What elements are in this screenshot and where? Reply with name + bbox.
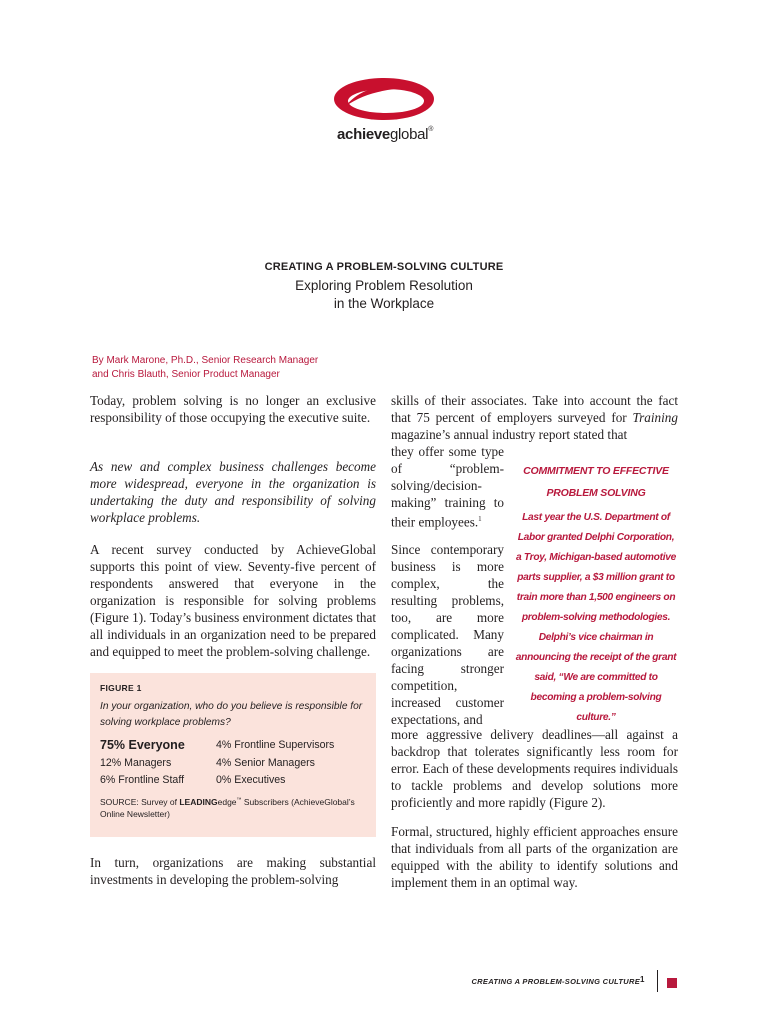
source-rest: Subscribers (AchieveGlobal’s Online Newsletter) [100,796,355,819]
document-subtitle [0,277,768,313]
brand-wordmark [337,126,441,143]
footnote-ref: 1 [478,515,482,523]
col2-paragraph-3 [391,823,678,891]
subtitle-line-1: Exploring Problem Resolution [295,278,473,293]
footer-divider [657,970,658,992]
col2-paragraph-1-narrow [391,443,504,530]
col2-paragraph-1-full [391,392,678,443]
source-tm: ™ [236,797,242,803]
callout-title-line-1: COMMITMENT TO EFFECTIVE [523,465,669,477]
byline-line-1: By Mark Marone, Ph.D., Senior Research Manager [92,355,319,366]
figure-label: FIGURE 1 [100,683,142,693]
swoosh-ring-icon [332,76,436,124]
col2-p1-text [391,392,678,443]
col2-p1-italic: Training [632,410,678,425]
figure-question: In your organization, who do you believe is responsible for solving workplace problems? [100,701,363,728]
brand-bold: achieve [337,126,390,143]
col2-p1-after: magazine’s annual industry report stated that [391,427,628,442]
source-after: edge [217,796,237,807]
col2-p1-narrow-body: they offer some type of “problem-solving/decision-making” training to their employees. [391,444,504,530]
col2-p1-narrow-text [391,443,504,530]
figure-1-box [90,673,376,837]
figure-results [100,738,366,786]
result-everyone: 75% Everyone [100,738,185,752]
brand-light: global [389,126,429,143]
col2-p3-text: Formal, structured, highly efficient approaches ensure that individuals from all parts of the organization are equipped with the ability to identify solutions and implement them in an optimal way. [391,824,678,890]
col2-p2-narrow-text: Since contemporary business is more complex, the resulting problems, too, are more complicated. Many organizations are facing stronger competition, increased customer expectations, and [391,542,504,727]
result-frontline-staff: 6% Frontline Staff [100,774,185,786]
col2-p2-full-text: more aggressive delivery deadlines—all against a backdrop that tolerates significantly less room for error. Each of these developments requires individuals to tackle problems and develop solutions more proficiently and more rapidly (Figure 2). [391,727,678,810]
col1-p3-text: A recent survey conducted by AchieveGlobal supports this point of view. Seventy-five percent of respondents answered that everyone in the organization is responsible for solving problems (Figure 1). Today’s business environment dictates that all individuals in an organization need to be prepared and equipped to meet the problem-solving challenge. [90,542,376,659]
byline-line-2: and Chris Blauth, Senior Product Manager [92,369,280,380]
subtitle-line-2: in the Workplace [333,296,435,311]
col1-p4-text: In turn, organizations are making substantial investments in developing the problem-solving [90,855,376,887]
running-footer-title: CREATING A PROBLEM-SOLVING CULTURE [471,977,640,986]
source-prefix: SOURCE: Survey of [100,796,180,807]
result-frontline-supervisors: 4% Frontline Supervisors [216,739,335,751]
brand-tm: ® [428,126,434,133]
figure-source [100,794,366,820]
byline [92,354,392,382]
result-executives: 0% Executives [216,774,286,786]
col2-paragraph-2-full [391,726,678,811]
callout-title-line-2: PROBLEM SOLVING [546,487,646,499]
col2-p1-start: skills of their associates. Take into account the fact that 75 percent of employers surveyed for [391,393,678,425]
col1-p2-text: As new and complex business challenges become more widespread, everyone in the organization is undertaking the duty and responsibility of solving workplace problems. [90,459,376,525]
callout-body: Last year the U.S. Department of Labor granted Delphi Corporation, a Troy, Michigan-based automotive parts supplier, a $3 million grant to train more than 1,500 engineers on problem-solving methodologies. Delphi’s vice chairman in announcing the receipt of the grant said, “We are committed to becoming a problem-solving culture.” [515,512,677,723]
result-senior-managers: 4% Senior Managers [216,757,315,769]
page-number: 1 [640,975,645,984]
col1-paragraph-1 [90,392,376,426]
col2-paragraph-2-narrow [391,541,504,728]
footer-accent-square [667,978,677,988]
col1-paragraph-2 [90,458,376,526]
result-managers: 12% Managers [100,757,172,769]
source-bold: LEADING [179,796,218,807]
col1-p1-text: Today, problem solving is no longer an exclusive responsibility of those occupying the executive suite. [90,393,376,425]
document-title: CREATING A PROBLEM-SOLVING CULTURE [264,261,504,273]
callout-title [514,460,678,504]
col1-paragraph-4 [90,854,376,888]
col1-paragraph-3 [90,541,376,660]
